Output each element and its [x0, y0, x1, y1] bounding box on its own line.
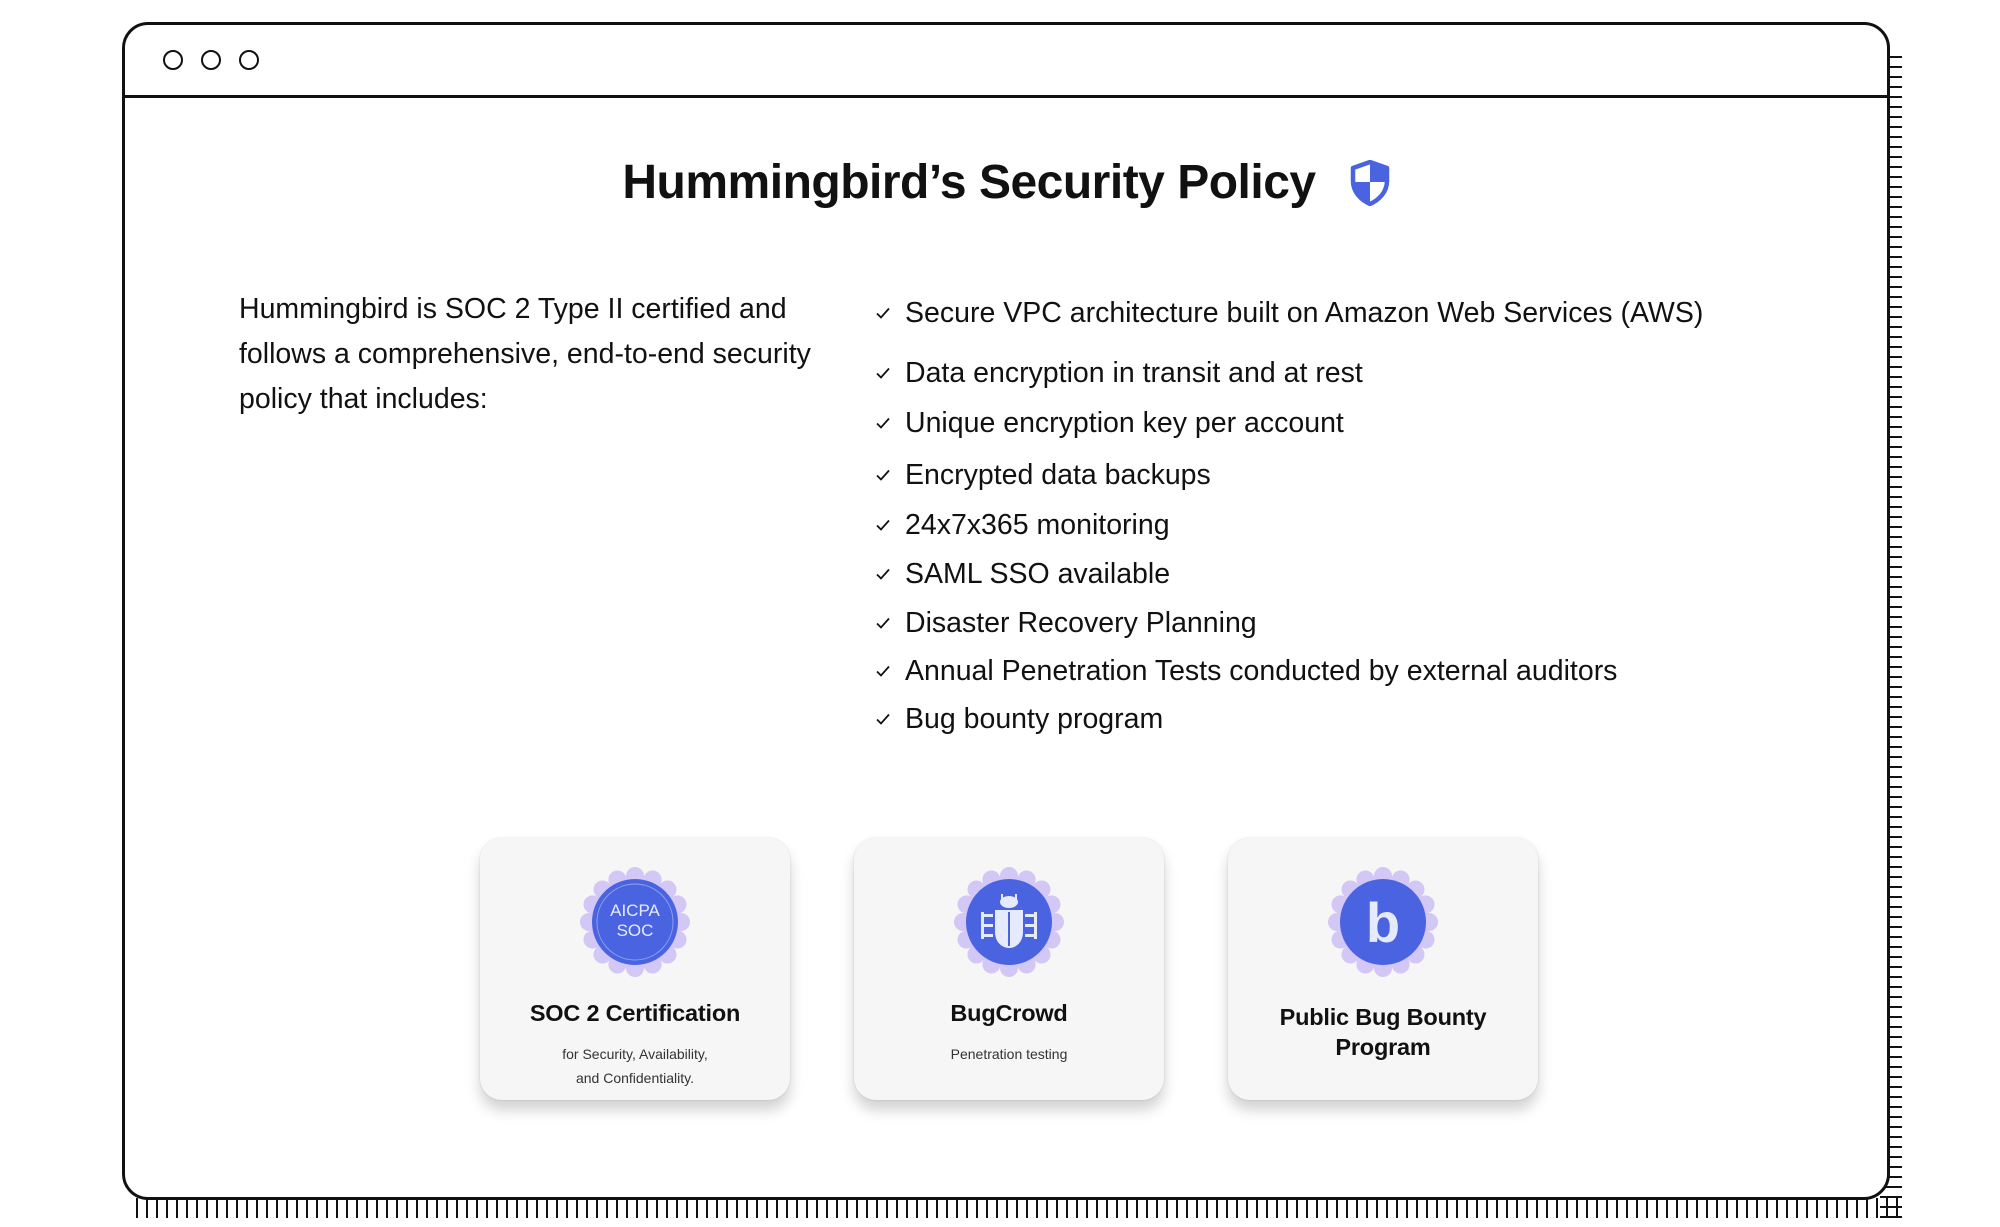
svg-text:SOC: SOC — [616, 921, 654, 940]
feature-item — [875, 605, 1257, 641]
page-title: Hummingbird’s Security Policy — [622, 156, 1316, 209]
checkmark-icon — [875, 467, 891, 483]
window-titlebar — [125, 25, 1887, 98]
browser-window — [122, 22, 1890, 1200]
card-title: Public Bug Bounty Program — [1279, 1004, 1487, 1060]
feature-item — [875, 405, 1344, 441]
bug-bounty-b-icon — [1327, 866, 1439, 978]
shield-icon — [1350, 160, 1390, 206]
checkmark-icon — [875, 517, 891, 533]
card-title: SOC 2 Certification — [529, 1000, 741, 1026]
feature-label: Bug bounty program — [905, 702, 1164, 735]
card-subtitle-line: for Security, Availability, — [562, 1046, 708, 1062]
svg-text:AICPA: AICPA — [610, 901, 660, 920]
feature-label: 24x7x365 monitoring — [905, 508, 1170, 541]
feature-item — [875, 295, 1703, 331]
feature-label: SAML SSO available — [905, 557, 1171, 590]
window-shadow-hatch-bottom — [136, 1198, 1900, 1218]
bugcrowd-card[interactable] — [854, 838, 1164, 1100]
svg-text:b: b — [1365, 891, 1401, 954]
bugcrowd-bug-icon — [953, 866, 1065, 978]
aicpa-soc-badge-icon — [579, 866, 691, 978]
window-control-minimize[interactable] — [201, 50, 221, 70]
card-title: BugCrowd — [950, 1000, 1068, 1026]
card-subtitle: Penetration testing — [950, 1046, 1068, 1062]
feature-label: Disaster Recovery Planning — [905, 606, 1257, 639]
checkmark-icon — [875, 615, 891, 631]
feature-item — [875, 507, 1170, 543]
feature-label: Annual Penetration Tests conducted by external auditors — [905, 654, 1618, 687]
window-control-maximize[interactable] — [239, 50, 259, 70]
checkmark-icon — [875, 305, 891, 321]
page-heading — [125, 155, 1887, 210]
public-bug-bounty-card[interactable] — [1228, 838, 1538, 1100]
checkmark-icon — [875, 663, 891, 679]
checkmark-icon — [875, 566, 891, 582]
checkmark-icon — [875, 415, 891, 431]
checkmark-icon — [875, 711, 891, 727]
checkmark-icon — [875, 365, 891, 381]
feature-label: Secure VPC architecture built on Amazon Web Services (AWS) — [905, 296, 1704, 329]
feature-item — [875, 355, 1363, 391]
feature-label: Encrypted data backups — [905, 458, 1211, 491]
feature-item — [875, 701, 1163, 737]
window-control-close[interactable] — [163, 50, 183, 70]
card-subtitle-line: and Confidentiality. — [575, 1070, 695, 1086]
feature-label: Data encryption in transit and at rest — [905, 356, 1363, 389]
feature-item — [875, 653, 1617, 689]
card-subtitle — [480, 1042, 790, 1090]
soc2-certification-card[interactable] — [480, 838, 790, 1100]
feature-label: Unique encryption key per account — [905, 406, 1344, 439]
intro-text: Hummingbird is SOC 2 Type II certified and follows a comprehensive, end-to-end security policy that includes: — [239, 293, 811, 415]
feature-item — [875, 556, 1170, 592]
feature-item — [875, 457, 1211, 493]
